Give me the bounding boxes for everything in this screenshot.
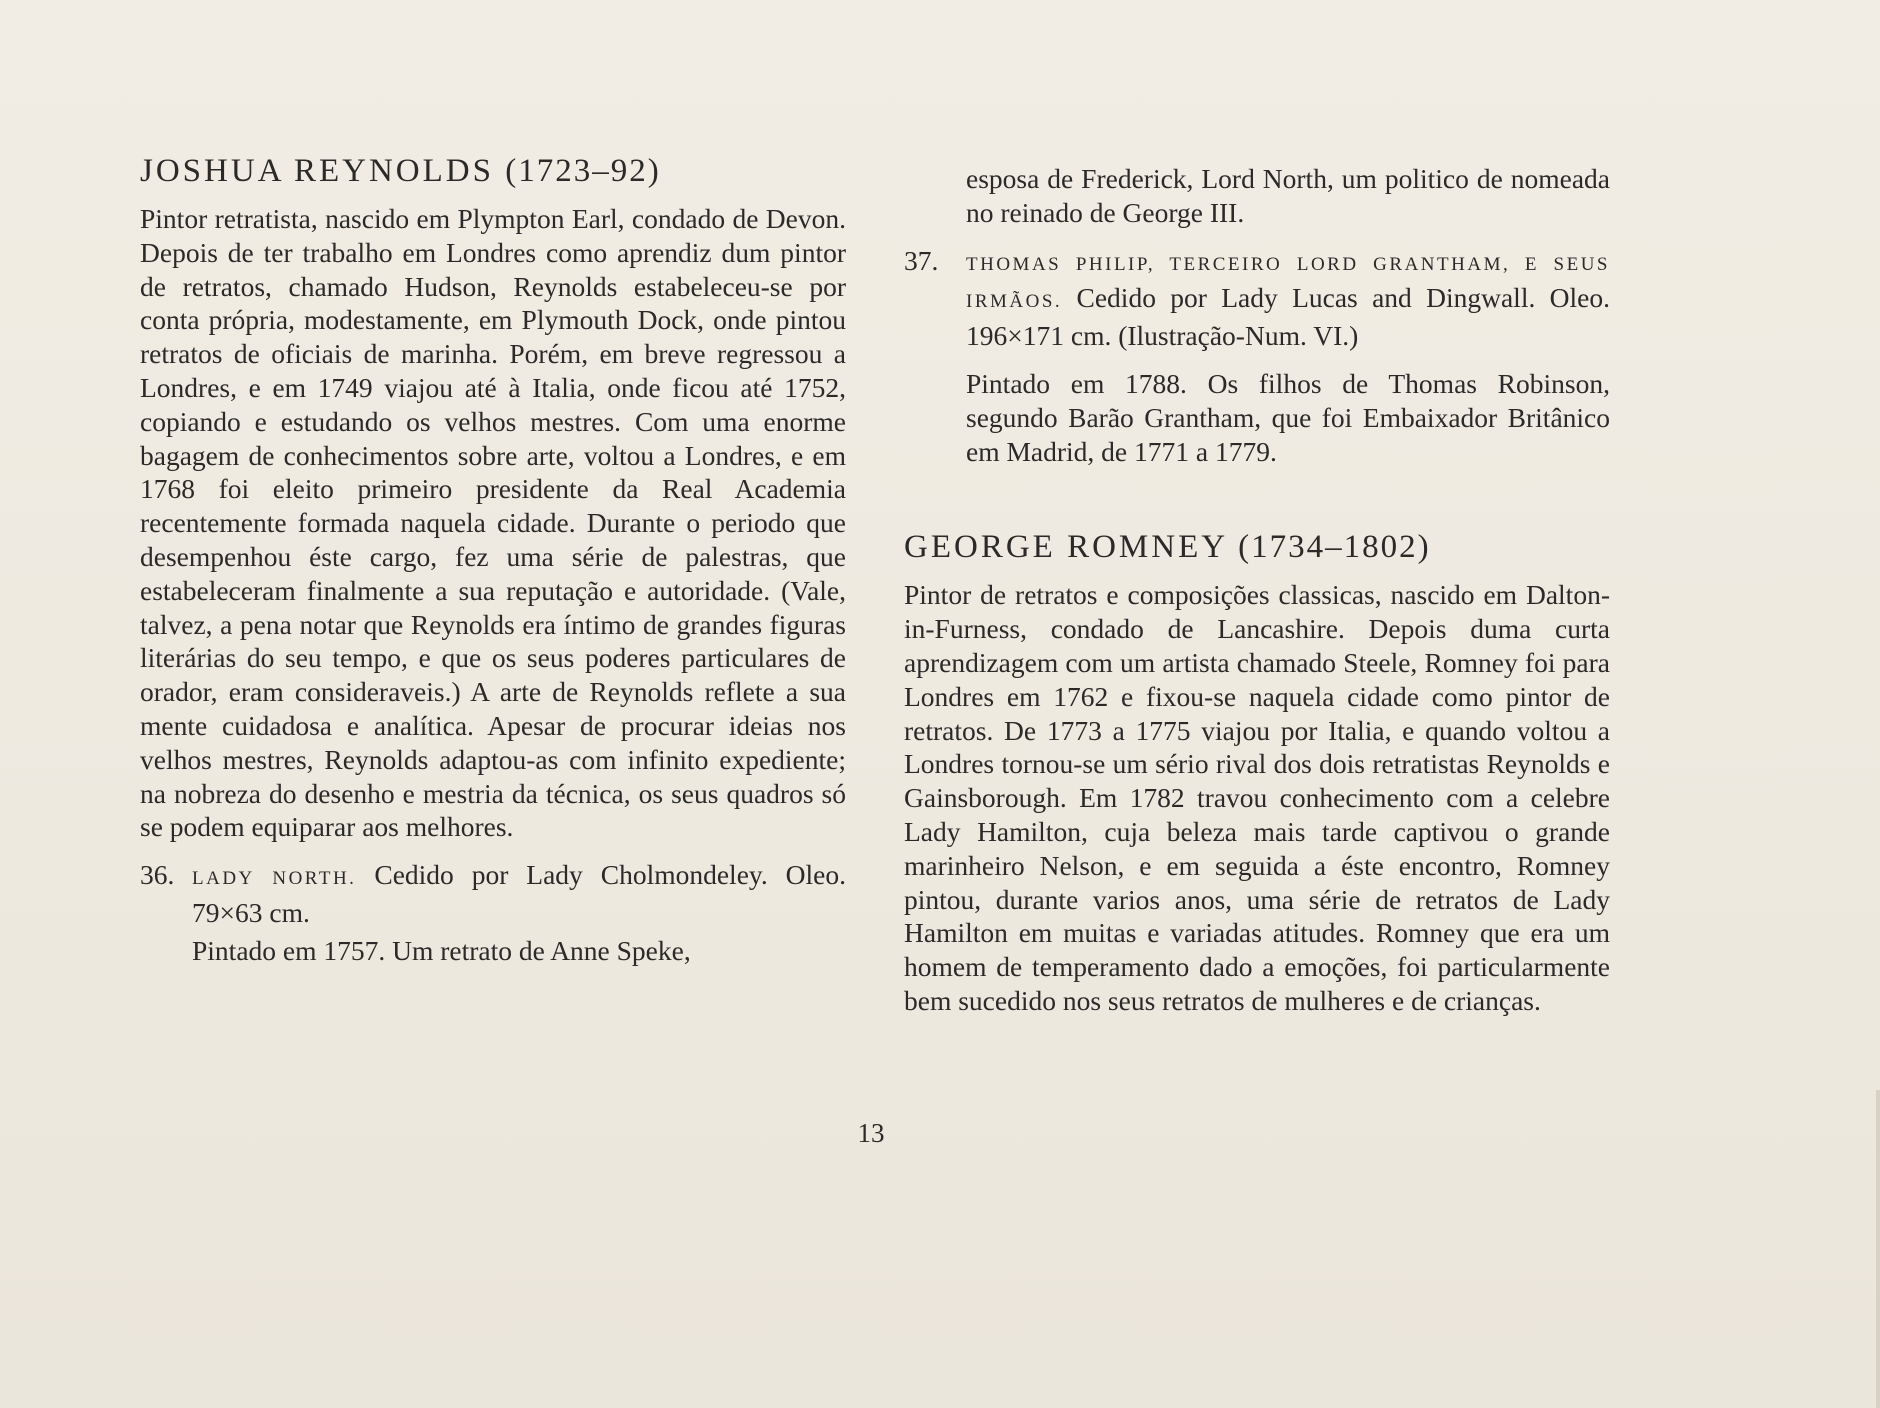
biography-paragraph: Pintor retratista, nascido em Plympton Earl, condado de Devon. Depois de ter trabalho em Londres como aprendiz dum pintor de retratos, chamado Hudson, Reynolds estabeleceu-se por conta própria, modestamente, em Plymouth Dock, onde pintou retratos de oficiais de marinha. Porém, em breve regressou a Londres, e em 1749 viajou até à Italia, onde ficou até 1752, copiando e estudando os velhos mestres. Com uma enorme bagagem de conhecimentos sobre arte, voltou a Londres, e em 1768 foi eleito primeiro presidente da Real Academia recentemente formada naquela cidade. Durante o periodo que desempenhou éste cargo, fez uma série de palestras, que estabeleceram finalmente a sua reputação e autoridade. (Vale, talvez, a pena notar que Reynolds era íntimo de grandes figuras literárias do seu tempo, e que os seus poderes particulares de orador, eram consideraveis.) A arte de Reynolds reflete a sua mente cuidadosa e analítica. Apesar de procurar ideias nos velhos mestres, Reynolds adaptou-as com infinito expediente; na nobreza do desenho e mestria da técnica, os seus quadros só se podem equiparar aos melhores. xyxy=(140,203,846,843)
entry-title: LADY NORTH. xyxy=(192,868,357,890)
entry-title: THOMAS PHILIP, TERCEIRO LORD GRANTHAM, E SEUS IRMÃOS. xyxy=(966,253,1610,313)
catalogue-entry-37 xyxy=(904,244,1610,469)
heading-dates: (1723–92) xyxy=(505,153,661,189)
entry-note: Pintado em 1788. Os filhos de Thomas Robinson, segundo Barão Grantham, que foi Embaixador Britânico em Madrid, de 1771 a 1779. xyxy=(966,367,1610,467)
continuation-paragraph: esposa de Frederick, Lord North, um politico de nomeada no reinado de George III. xyxy=(966,163,1610,228)
entry-number: 37. xyxy=(904,244,939,276)
entry-number: 36. xyxy=(140,859,175,891)
biography-paragraph: Pintor de retratos e composições classicas, nascido em Dalton-in-Furness, condado de Lancashire. Depois duma curta aprendizagem com um artista chamado Steele, Romney foi para Londres em 1762 e fixou-se naquela cidade como pintor de retratos. De 1773 a 1775 viajou por Italia, e quando voltou a Londres tornou-se um sério rival dos dois retratistas Reynolds e Gainsborough. Em 1782 travou conhecimento com a celebre Lady Hamilton, cuja beleza mais tarde captivou o grande marinheiro Nelson, e em seguida a éste encontro, Romney pintou, durante varios anos, uma série de retratos de Lady Hamilton em muitas e variadas atitudes. Romney que era um homem de temperamento dado a emoções, foi particularmente bem sucedido nos seus retratos de mulheres e de crianças. xyxy=(904,579,1610,1016)
catalogue-entry-36 xyxy=(140,858,846,967)
right-column xyxy=(904,150,1610,1018)
heading-name: GEORGE ROMNEY xyxy=(904,529,1227,566)
continued-text xyxy=(904,162,1610,230)
left-column xyxy=(140,150,846,968)
heading-dates: (1734–1802) xyxy=(1238,529,1431,566)
entry-details: Cedido por Lady Lucas and Dingwall. Oleo. 196×171 cm. (Ilustração-Num. VI.) xyxy=(966,282,1611,352)
heading-name: JOSHUA REYNOLDS xyxy=(140,153,494,189)
entry-description xyxy=(192,858,846,930)
page-edge-shadow xyxy=(1876,1090,1880,1408)
section-heading-reynolds xyxy=(140,150,846,192)
page-number: 13 xyxy=(857,1118,885,1148)
entry-note: Pintado em 1757. Um retrato de Anne Speke, xyxy=(192,934,691,966)
section-heading-romney xyxy=(904,526,1610,568)
entry-description xyxy=(966,244,1610,353)
entry-details: Cedido por Lady Cholmondeley. Oleo. 79×63 cm. xyxy=(192,859,847,928)
